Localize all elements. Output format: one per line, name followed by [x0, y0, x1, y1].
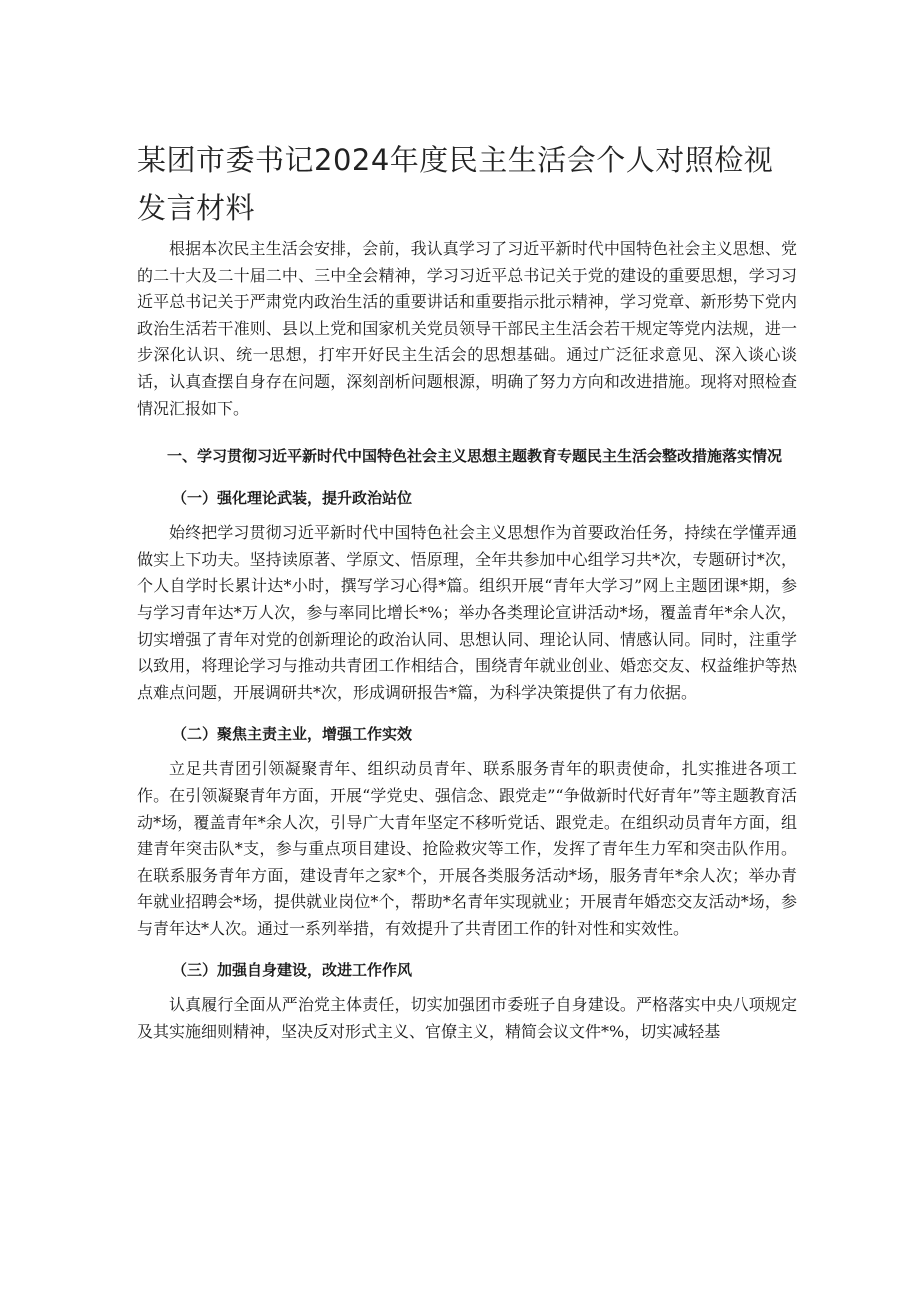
intro-paragraph: 根据本次民主生活会安排，会前，我认真学习了习近平新时代中国特色社会主义思想、党的二十大及二十届二中、三中全会精神，学习习近平总书记关于党的建设的重要思想，学习习近平总书记关于严肃党内政治生活的重要讲话和重要指示批示精神，学习党章、新形势下党内政治生活若干准则、县以上党和国家机关党员领导干部民主生活会若干规定等党内法规，进一步深化认识、统一思想，打牢开好民主生活会的思想基础。通过广泛征求意见、深入谈心谈话，认真查摆自身存在问题，深刻剖析问题根源，明确了努力方向和改进措施。现将对照检查情况汇报如下。	[137, 239, 797, 418]
subsection-3-paragraph: 认真履行全面从严治党主体责任，切实加强团市委班子自身建设。严格落实中央八项规定及其实施细则精神，坚决反对形式主义、官僚主义，精简会议文件*%，切实减轻基	[137, 995, 797, 1042]
document-title: 某团市委书记2024年度民主生活会个人对照检视发言材料	[137, 143, 774, 225]
subsection-1-heading: （一）强化理论武装，提升政治站位	[172, 489, 413, 508]
subsection-1-paragraph: 始终把学习贯彻习近平新时代中国特色社会主义思想作为首要政治任务，持续在学懂弄通做实上下功夫。坚持读原著、学原文、悟原理，全年共参加中心组学习共*次，专题研讨*次，个人自学时长累计达*小时，撰写学习心得*篇。组织开展“青年大学习”网上主题团课*期，参与学习青年达*万人次，参与率同比增长*%；举办各类理论宣讲活动*场，覆盖青年*余人次，切实增强了青年对党的创新理论的政治认同、思想认同、理论认同、情感认同。同时，注重学以致用，将理论学习与推动共青团工作相结合，围绕青年就业创业、婚恋交友、权益维护等热点难点问题，开展调研共*次，形成调研报告*篇，为科学决策提供了有力依据。	[137, 523, 797, 702]
subsection-3-heading: （三）加强自身建设，改进工作作风	[172, 961, 413, 980]
subsection-2-heading: （二）聚焦主责主业，增强工作实效	[172, 725, 413, 744]
subsection-2-paragraph: 立足共青团引领凝聚青年、组织动员青年、联系服务青年的职责使命，扎实推进各项工作。在引领凝聚青年方面，开展“学党史、强信念、跟党走”“争做新时代好青年”等主题教育活动*场，覆盖青年*余人次，引导广大青年坚定不移听党话、跟党走。在组织动员青年方面，组建青年突击队*支，参与重点项目建设、抢险救灾等工作，发挥了青年生力军和突击队作用。在联系服务青年方面，建设青年之家*个，开展各类服务活动*场，服务青年*余人次；举办青年就业招聘会*场，提供就业岗位*个，帮助*名青年实现就业；开展青年婚恋交友活动*场，参与青年达*人次。通过一系列举措，有效提升了共青团工作的针对性和实效性。	[137, 759, 797, 938]
document-body	[137, 236, 797, 1046]
section-1-heading: 一、学习贯彻习近平新时代中国特色社会主义思想主题教育专题民主生活会整改措施落实情况	[167, 447, 783, 466]
